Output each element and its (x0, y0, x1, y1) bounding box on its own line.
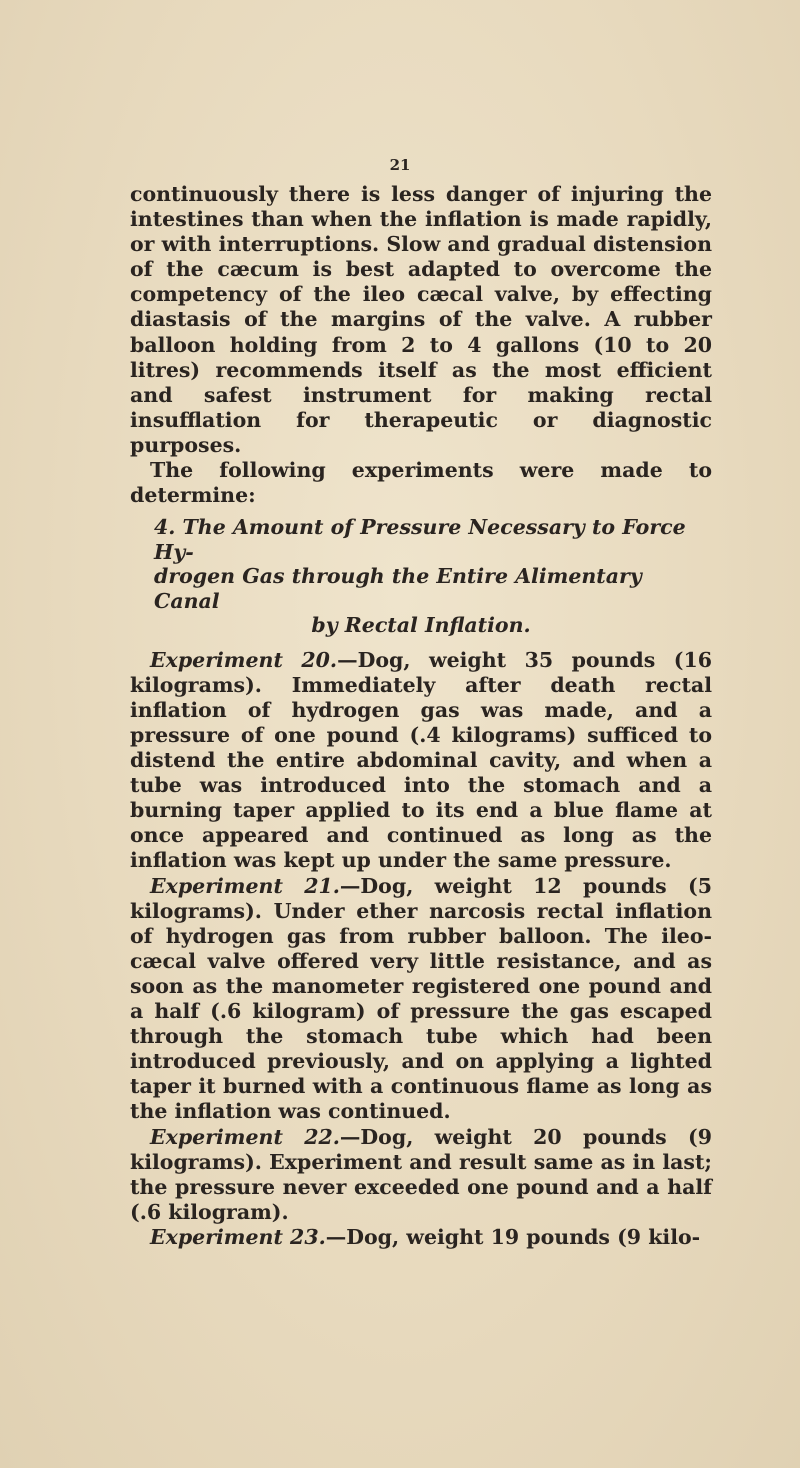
paragraph-intro: The following experiments were made to determine: (130, 458, 712, 508)
experiment-text: —Dog, weight 35 pounds (16 kilograms). Immediately after death rectal inflation of hydrogen gas was made, and a pressure of one pound (.4 kilograms) sufficed to distend the entire abdominal cavity, and when a tube was introduced into the stomach and a burning taper applied to its end a blue flame at once appeared and continued as long as the inflation was kept up under the same pressure. (130, 647, 712, 873)
section-heading-line-1 (130, 515, 712, 564)
section-heading-text-1: The Amount of Pressure Necessary to Force Hy- (154, 515, 686, 564)
experiment-text: —Dog, weight 12 pounds (5 kilograms). Under ether narcosis rectal inflation of hydrogen gas from rubber balloon. The ileo-cæcal valve offered very little resistance, and as soon as the manometer registered one pound and a half (.6 kilogram) of pressure the gas escaped through the stomach tube which had been introduced previously, and on applying a lighted taper it burned with a continuous flame as long as the inflation was continued. (130, 873, 712, 1124)
experiment-label: Experiment 23. (150, 1224, 326, 1249)
page-number: 21 (389, 156, 411, 174)
section-heading (130, 515, 712, 638)
experiment-label: Experiment 22. (150, 1124, 340, 1149)
experiment-20 (130, 648, 712, 874)
section-heading-line-3: by Rectal Inflation. (311, 613, 531, 638)
section-heading-line-2: drogen Gas through the Entire Alimentary Canal (154, 564, 642, 613)
experiment-text: —Dog, weight 20 pounds (9 kilograms). Experiment and result same as in last; the pressure never exceeded one pound and a half (.6 kilogram). (130, 1124, 712, 1224)
section-number: 4. (154, 515, 176, 540)
experiment-label: Experiment 21. (150, 873, 340, 898)
paragraph-continuation: continuously there is less danger of injuring the intestines than when the inflation is made rapidly, or with interruptions. Slow and gradual distension of the cæcum is best adapted to overcome the competency of the ileo cæcal valve, by effecting diastasis of the margins of the valve. A rubber balloon holding from 2 to 4 gallons (10 to 20 litres) recommends itself as the most efficient and safest instrument for making rectal insufflation for therapeutic or diagnostic purposes. (130, 182, 712, 457)
experiment-23 (130, 1225, 712, 1250)
body-text (130, 182, 712, 1250)
experiment-22 (130, 1125, 712, 1225)
experiment-21 (130, 874, 712, 1125)
experiment-text: —Dog, weight 19 pounds (9 kilo- (325, 1224, 701, 1249)
experiment-label: Experiment 20. (150, 647, 338, 672)
